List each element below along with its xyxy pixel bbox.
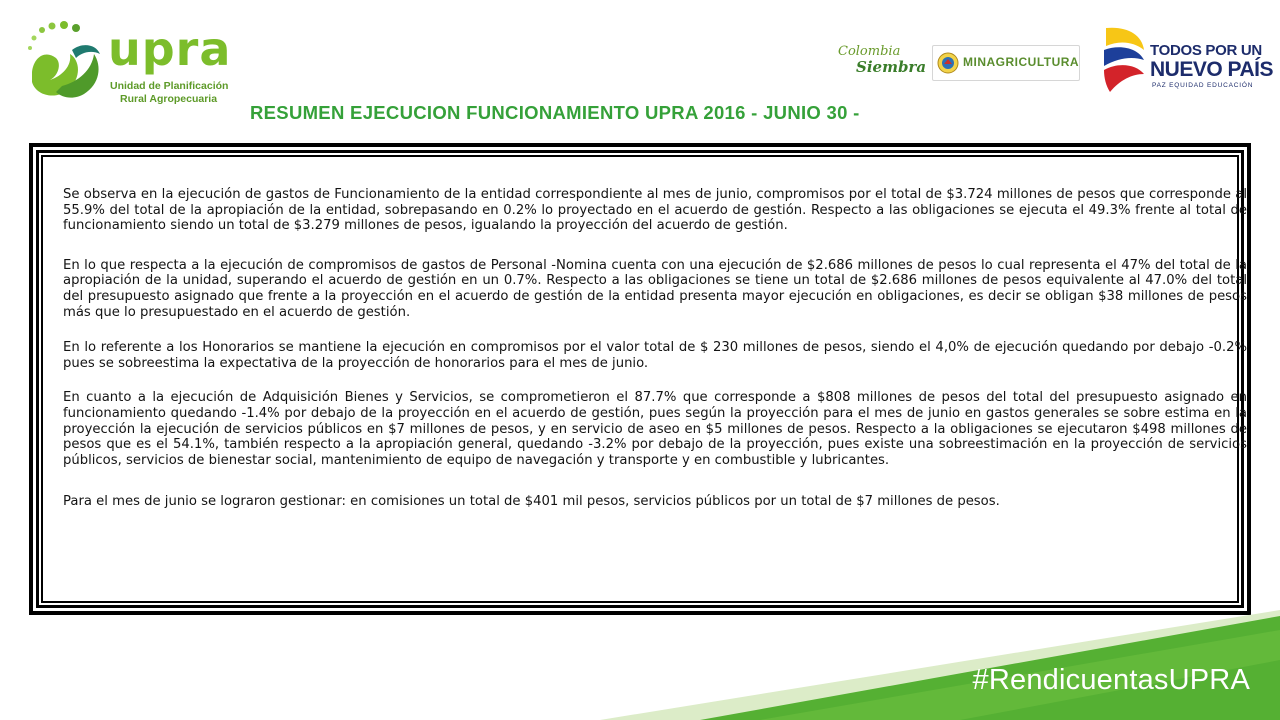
- seal-icon: [937, 52, 959, 74]
- minagricultura-text: MINAGRICULTURA: [963, 55, 1080, 69]
- nuevo-pais-line3: PAZ EQUIDAD EDUCACIÓN: [1152, 82, 1254, 89]
- nuevo-pais-line2: NUEVO PAÍS: [1150, 58, 1273, 81]
- hashtag-rendicuentas: #RendicuentasUPRA: [972, 664, 1250, 696]
- minagricultura-logo: [932, 45, 1080, 81]
- paragraph-personal: En lo que respecta a la ejecución de compromisos de gastos de Personal -Nomina cuenta con una ejecución de $2.686 millones de pesos lo cual representa el 47% del total de la apropiación de la unidad, superando el acuerdo de gestión en un 0.7%. Respecto a las obligaciones se tiene un total de $2.686 millones de pesos equivalente al 47.0% del total del presupuesto asignado que frente a la proyección en el acuerdo de gestión de la entidad presenta mayor ejecución en obligaciones, es decir se obligan $38 millones de pesos más que lo presupuestado en el acuerdo de gestión.: [63, 257, 1247, 320]
- flag-swirl-icon: [1100, 24, 1148, 96]
- upra-hands-icon: [22, 20, 112, 110]
- upra-subtitle-line2: Rural Agropecuaria: [120, 93, 218, 105]
- footer-swoosh: [0, 600, 1280, 720]
- paragraph-gestion-junio: Para el mes de junio se lograron gestionar: en comisiones un total de $401 mil pesos, servicios públicos por un total de $7 millones de pesos.: [63, 494, 1000, 510]
- summary-text: [63, 187, 1247, 530]
- siembra-line2: Siembra: [856, 58, 927, 76]
- upra-wordmark: upra: [108, 22, 232, 76]
- upra-logo: [22, 20, 242, 115]
- nuevo-pais-line1: TODOS POR UN: [1150, 42, 1262, 59]
- siembra-line1: Colombia: [838, 44, 901, 59]
- colombia-siembra-logo: [836, 42, 926, 80]
- panel-body: [43, 157, 1247, 601]
- paragraph-funcionamiento: Se observa en la ejecución de gastos de Funcionamiento de la entidad correspondiente al mes de junio, compromisos por el total de $3.724 millones de pesos que corresponde al 55.9% del total de la apropiación de la entidad, sobrepasando en 0.2% lo proyectado en el acuerdo de gestión. Respecto a las obligaciones se ejecuta el 49.3% frente al total de funcionamiento siendo un total de $3.279 millones de pesos, igualando la proyección del acuerdo de gestión.: [63, 187, 1247, 234]
- content-panel: [29, 143, 1251, 615]
- todos-por-un-nuevo-pais-logo: [1100, 24, 1273, 96]
- paragraph-honorarios: En lo referente a los Honorarios se mantiene la ejecución en compromisos por el valor total de $ 230 millones de pesos, siendo el 4,0% de ejecución quedando por debajo -0.2% pues se sobreestima la expectativa de la proyección de honorarios para el mes de junio.: [63, 340, 1247, 371]
- paragraph-bienes-servicios: En cuanto a la ejecución de Adquisición Bienes y Servicios, se comprometieron el 87.7% que corresponde a $808 millones de pesos del total del presupuesto asignado en funcionamiento quedando -1.4% por debajo de la proyección en el acuerdo de gestión, pues según la proyección para el mes de junio en gastos generales se sobre estima en la proyección la ejecución de servicios públicos en $7 millones de pesos, y en servicio de aseo en $5 millones de pesos. Respecto a la obligaciones se ejecutaron $498 millones de pesos que es el 54.1%, también respecto a la apropiación general, quedando -3.2% por debajo de la proyección, pues existe una sobreestimación en la proyección de servicios públicos, servicios de bienestar social, mantenimiento de equipo de navegación y transporte y en combustible y lubricantes.: [63, 390, 1247, 468]
- page-title: RESUMEN EJECUCION FUNCIONAMIENTO UPRA 2016 - JUNIO 30 -: [250, 102, 860, 123]
- upra-subtitle: [110, 80, 250, 106]
- upra-subtitle-line1: Unidad de Planificación: [110, 80, 229, 92]
